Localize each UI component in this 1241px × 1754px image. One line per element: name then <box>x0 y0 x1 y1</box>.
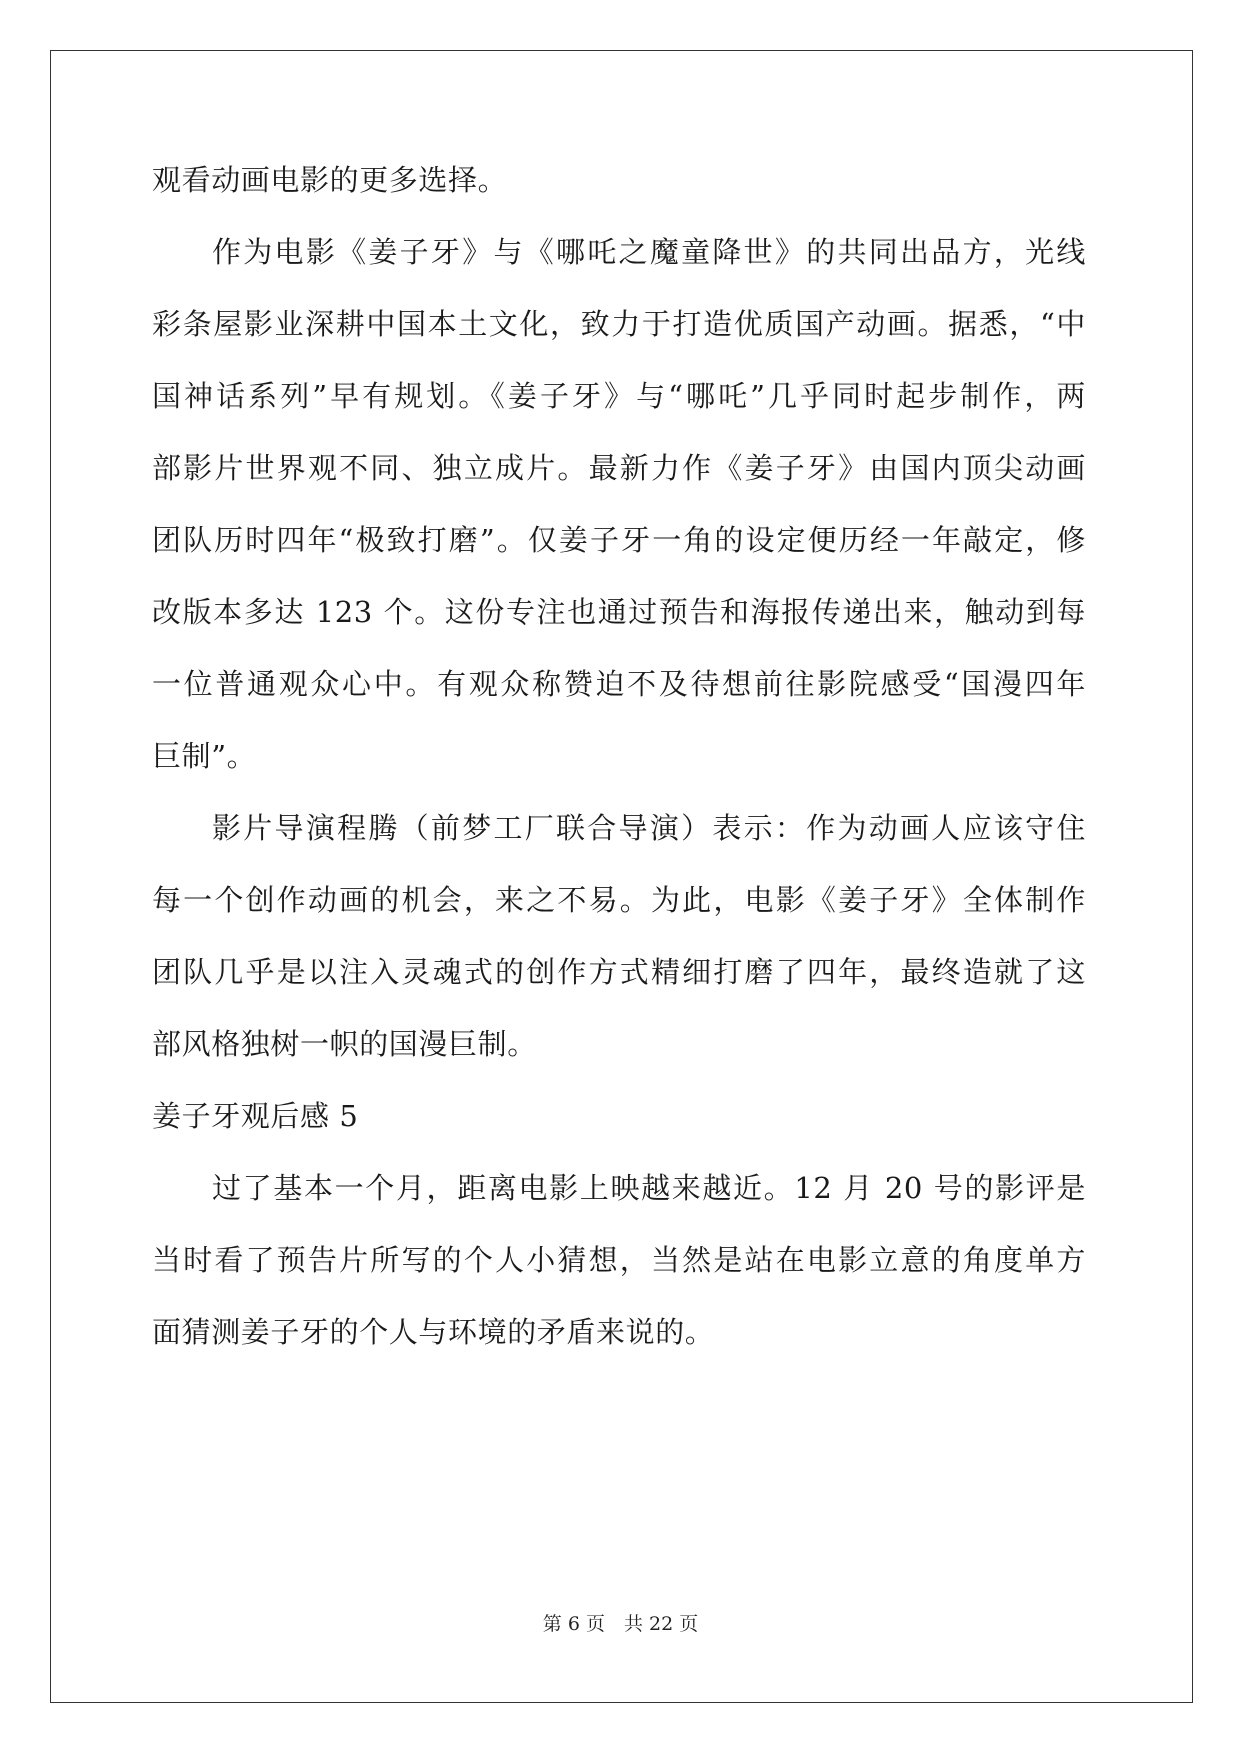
text-line: 彩条屋影业深耕中国本土文化，致力于打造优质国产动画。据悉，“中 <box>152 307 1086 341</box>
text-line: 团队几乎是以注入灵魂式的创作方式精细打磨了四年，最终造就了这 <box>152 955 1086 989</box>
text-line: 部风格独树一帜的国漫巨制。 <box>152 1027 537 1061</box>
paragraph-start-line: 过了基本一个月，距离电影上映越来越近。12 月 20 号的影评是 <box>212 1171 1086 1205</box>
page-number-footer: 第 6 页 共 22 页 <box>542 1613 699 1635</box>
text-line: 国神话系列”早有规划。《姜子牙》与“哪吒”几乎同时起步制作，两 <box>152 379 1086 413</box>
text-line: 巨制”。 <box>152 739 257 773</box>
paragraph-start-line: 作为电影《姜子牙》与《哪吒之魔童降世》的共同出品方，光线 <box>212 235 1086 269</box>
text-line: 部影片世界观不同、独立成片。最新力作《姜子牙》由国内顶尖动画 <box>152 451 1086 485</box>
text-line: 观看动画电影的更多选择。 <box>152 163 508 197</box>
section-heading: 姜子牙观后感 5 <box>152 1099 359 1133</box>
text-line: 一位普通观众心中。有观众称赞迫不及待想前往影院感受“国漫四年 <box>152 667 1086 701</box>
text-line: 团队历时四年“极致打磨”。仅姜子牙一角的设定便历经一年敲定，修 <box>152 523 1086 557</box>
paragraph-start-line: 影片导演程腾（前梦工厂联合导演）表示：作为动画人应该守住 <box>212 811 1086 845</box>
text-line: 面猜测姜子牙的个人与环境的矛盾来说的。 <box>152 1315 715 1349</box>
text-line: 每一个创作动画的机会，来之不易。为此，电影《姜子牙》全体制作 <box>152 883 1086 917</box>
text-line: 当时看了预告片所写的个人小猜想，当然是站在电影立意的角度单方 <box>152 1243 1086 1277</box>
text-line: 改版本多达 123 个。这份专注也通过预告和海报传递出来，触动到每 <box>152 595 1086 629</box>
page-border <box>50 50 1193 1703</box>
